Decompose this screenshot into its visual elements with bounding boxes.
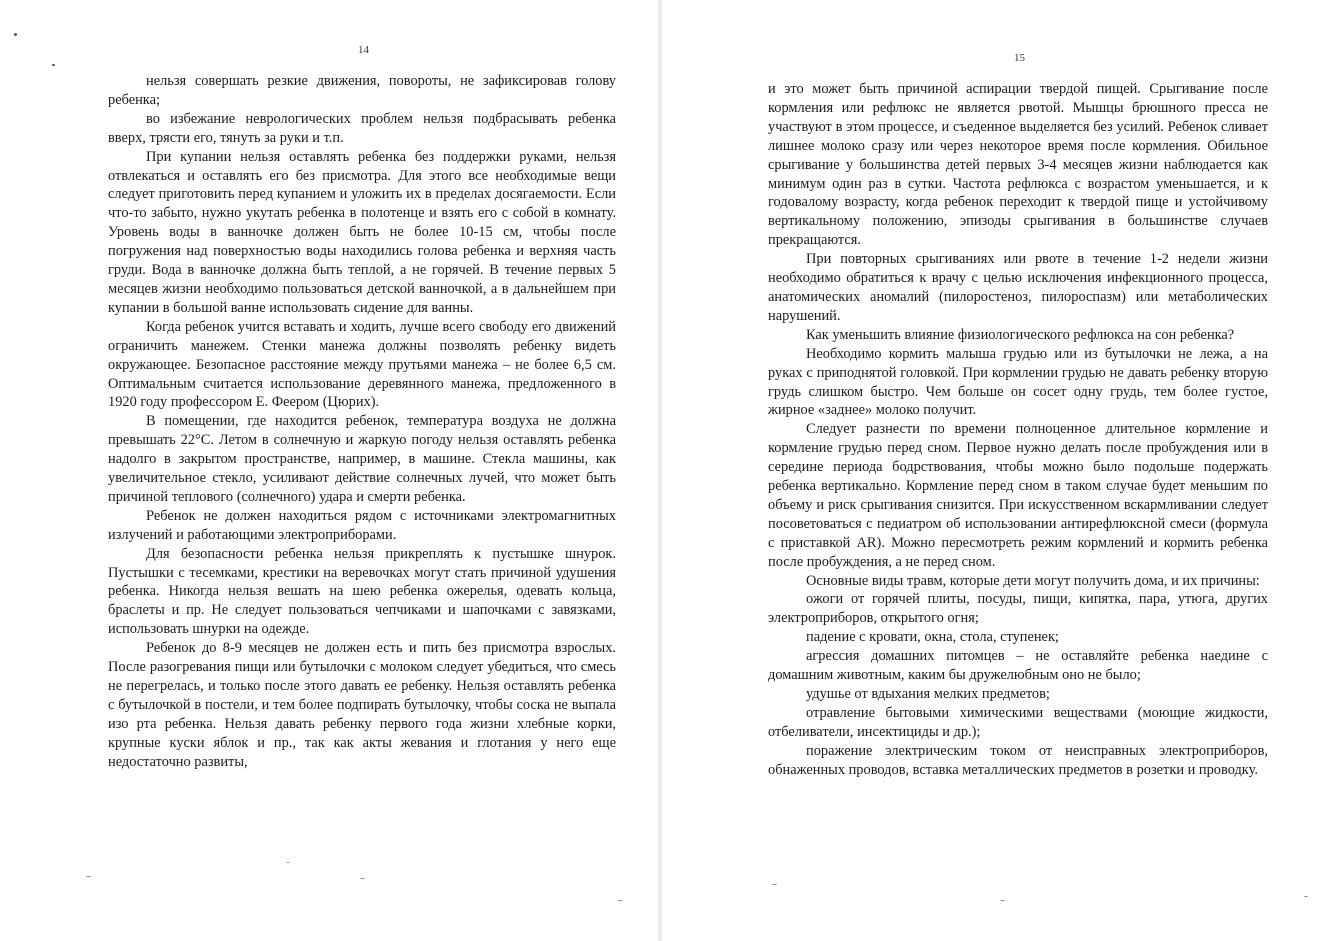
- scan-speck: [618, 900, 623, 901]
- scan-speck: [86, 876, 91, 877]
- scan-speck: [14, 33, 17, 36]
- list-item: агрессия домашних питомцев – не оставляйте ребенка наедине с домашним животным, каким бы дружелюбным оно не было;: [768, 648, 1268, 684]
- list-item: падение с кровати, окна, стола, ступенек;: [806, 629, 1059, 646]
- paragraph: Необходимо кормить малыша грудью или из бутылочки не лежа, а на руках с приподнятой головкой. При кормлении грудью не давать ребенку вторую грудь слишком быстро. Чем больше он сосет одну грудь, тем более густое, жирное «заднее» молоко получит.: [768, 345, 1268, 419]
- paragraph: Основные виды травм, которые дети могут получить дома, и их причины:: [806, 572, 1260, 589]
- paragraph: нельзя совершать резкие движения, повороты, не зафиксировав голову ребенка;: [108, 73, 616, 108]
- list-item: удушье от вдыхания мелких предметов;: [806, 686, 1050, 702]
- paragraph: во избежание неврологических проблем нельзя подбрасывать ребенка вверх, трясти его, тянуть за руки и т.п.: [108, 110, 616, 146]
- right-page: [662, 0, 1322, 941]
- scan-speck: [360, 878, 365, 879]
- paragraph: и это может быть причиной аспирации твердой пищей. Срыгивание после кормления или рефлюкс не является рвотой. Мышцы брюшного пресса не участвуют в этом процессе, и съеденное выделяется без усилий. Ребенок сливает лишнее молоко сразу или через некоторое время после кормления. Обильное срыгивание у большинства детей первых 3-4 месяцев жизни наблюдается как минимум один раз в сутки. Частота рефлюкса с возрастом уменьшается, и к годовалому возрасту, когда ребенок переходит к твердой пище и устойчивому вертикальному положению, эпизоды срыгивания в большинстве случаев прекращаются.: [768, 81, 1268, 249]
- page-text: [108, 72, 616, 772]
- paragraph: В помещении, где находится ребенок, температура воздуха не должна превышать 22°С. Летом в солнечную и жаркую погоду нельзя оставлять ребенка надолго в закрытом пространстве, например, в машине. Стекла машины, как увеличительное стекло, усиливают действие солнечных лучей, что может быть причиной теплового (солнечного) удара и смерти ребенка.: [108, 413, 616, 505]
- list-item: поражение электрическим током от неисправных электроприборов, обнаженных проводов, вставка металлических предметов в розетки и проводку.: [768, 742, 1268, 778]
- scan-speck: [1000, 900, 1005, 901]
- list-item: отравление бытовыми химическими веществами (моющие жидкости, отбеливатели, инсектициды и др.);: [768, 704, 1268, 740]
- paragraph: При купании нельзя оставлять ребенка без поддержки руками, нельзя отвлекаться и оставлять его без присмотра. Для этого все необходимые вещи следует приготовить перед купанием и уложить их в пределах досягаемости. Если что-то забыто, нужно укутать ребенка в полотенце и взять его с собой в комнату. Уровень воды в ванночке должен быть не более 10-15 см, чтобы после погружения над поверхностью воды находились голова ребенка и верхняя часть груди. Вода в ванночке должна быть теплой, а не горячей. В течение первых 5 месяцев жизни необходимо пользоваться детской ванночкой, а в дальнейшем при купании в большой ванне использовать сидение для ванны.: [108, 148, 616, 316]
- page-text: [768, 80, 1268, 780]
- paragraph: Как уменьшить влияние физиологического рефлюкса на сон ребенка?: [806, 326, 1235, 343]
- paragraph: При повторных срыгиваниях или рвоте в течение 1-2 недели жизни необходимо обратиться к врачу с целью исключения инфекционного процесса, анатомических аномалий (пилоростеноз, пилороспазм) или метаболических нарушений.: [768, 251, 1268, 324]
- paragraph: Ребенок не должен находиться рядом с источниками электромагнитных излучений и работающими электроприборами.: [108, 507, 616, 543]
- left-page: [0, 0, 658, 941]
- paragraph: Для безопасности ребенка нельзя прикреплять к пустышке шнурок. Пустышки с тесемками, крестики на веревочках могут стать причиной удушения ребенка. Никогда нельзя вешать на шею ребенка ожерелья, одевать кольца, браслеты и пр. Не следует пользоваться чепчиками и шапочками с завязками, использовать шнурки на одежде.: [108, 545, 616, 638]
- scan-speck: [772, 884, 777, 885]
- list-item: ожоги от горячей плиты, посуды, пищи, кипятка, пара, утюга, других электроприборов, открытого огня;: [768, 591, 1268, 627]
- paragraph: Когда ребенок учится вставать и ходить, лучше всего свободу его движений ограничить манежем. Стенки манежа должны позволять ребенку видеть окружающее. Безопасное расстояние между прутьями манежа – не более 6,5 см. Оптимальным считается использование деревянного манежа, предложенного в 1920 году профессором Е. Феером (Цюрих).: [108, 318, 616, 411]
- scan-speck: [286, 862, 290, 863]
- scan-speck: [1304, 896, 1308, 897]
- paragraph: Ребенок до 8-9 месяцев не должен есть и пить без присмотра взрослых. После разогревания пищи или бутылочки с молоком следует убедиться, что смесь не перегрелась, и только после этого давать ее ребенку. Нельзя оставлять ребенка с бутылочкой в постели, и тем более подпирать бутылочку, чтобы соска не выпала изо рта ребенка. Нельзя давать ребенку первого года жизни хлебные корки, крупные куски яблок и пр., так как акты жевания и глотания у него еще недостаточно развиты,: [108, 640, 616, 770]
- page-number: 14: [358, 44, 369, 56]
- page-number: 15: [1014, 52, 1025, 64]
- paragraph: Следует разнести по времени полноценное длительное кормление и кормление грудью перед сном. Первое нужно делать после пробуждения или в середине периода бодрствования, чтобы можно было подольше подержать ребенка вертикально. Кормление перед сном в таком случае будет меньшим по объему и риск срыгивания снизится. При искусственном вскармливании следует посоветоваться с педиатром об использовании антирефлюксной смеси (формула с приставкой AR). Можно пересмотреть режим кормлений и кормить ребенка после пробуждения, а не перед сном.: [768, 421, 1268, 570]
- scan-speck: [52, 64, 55, 66]
